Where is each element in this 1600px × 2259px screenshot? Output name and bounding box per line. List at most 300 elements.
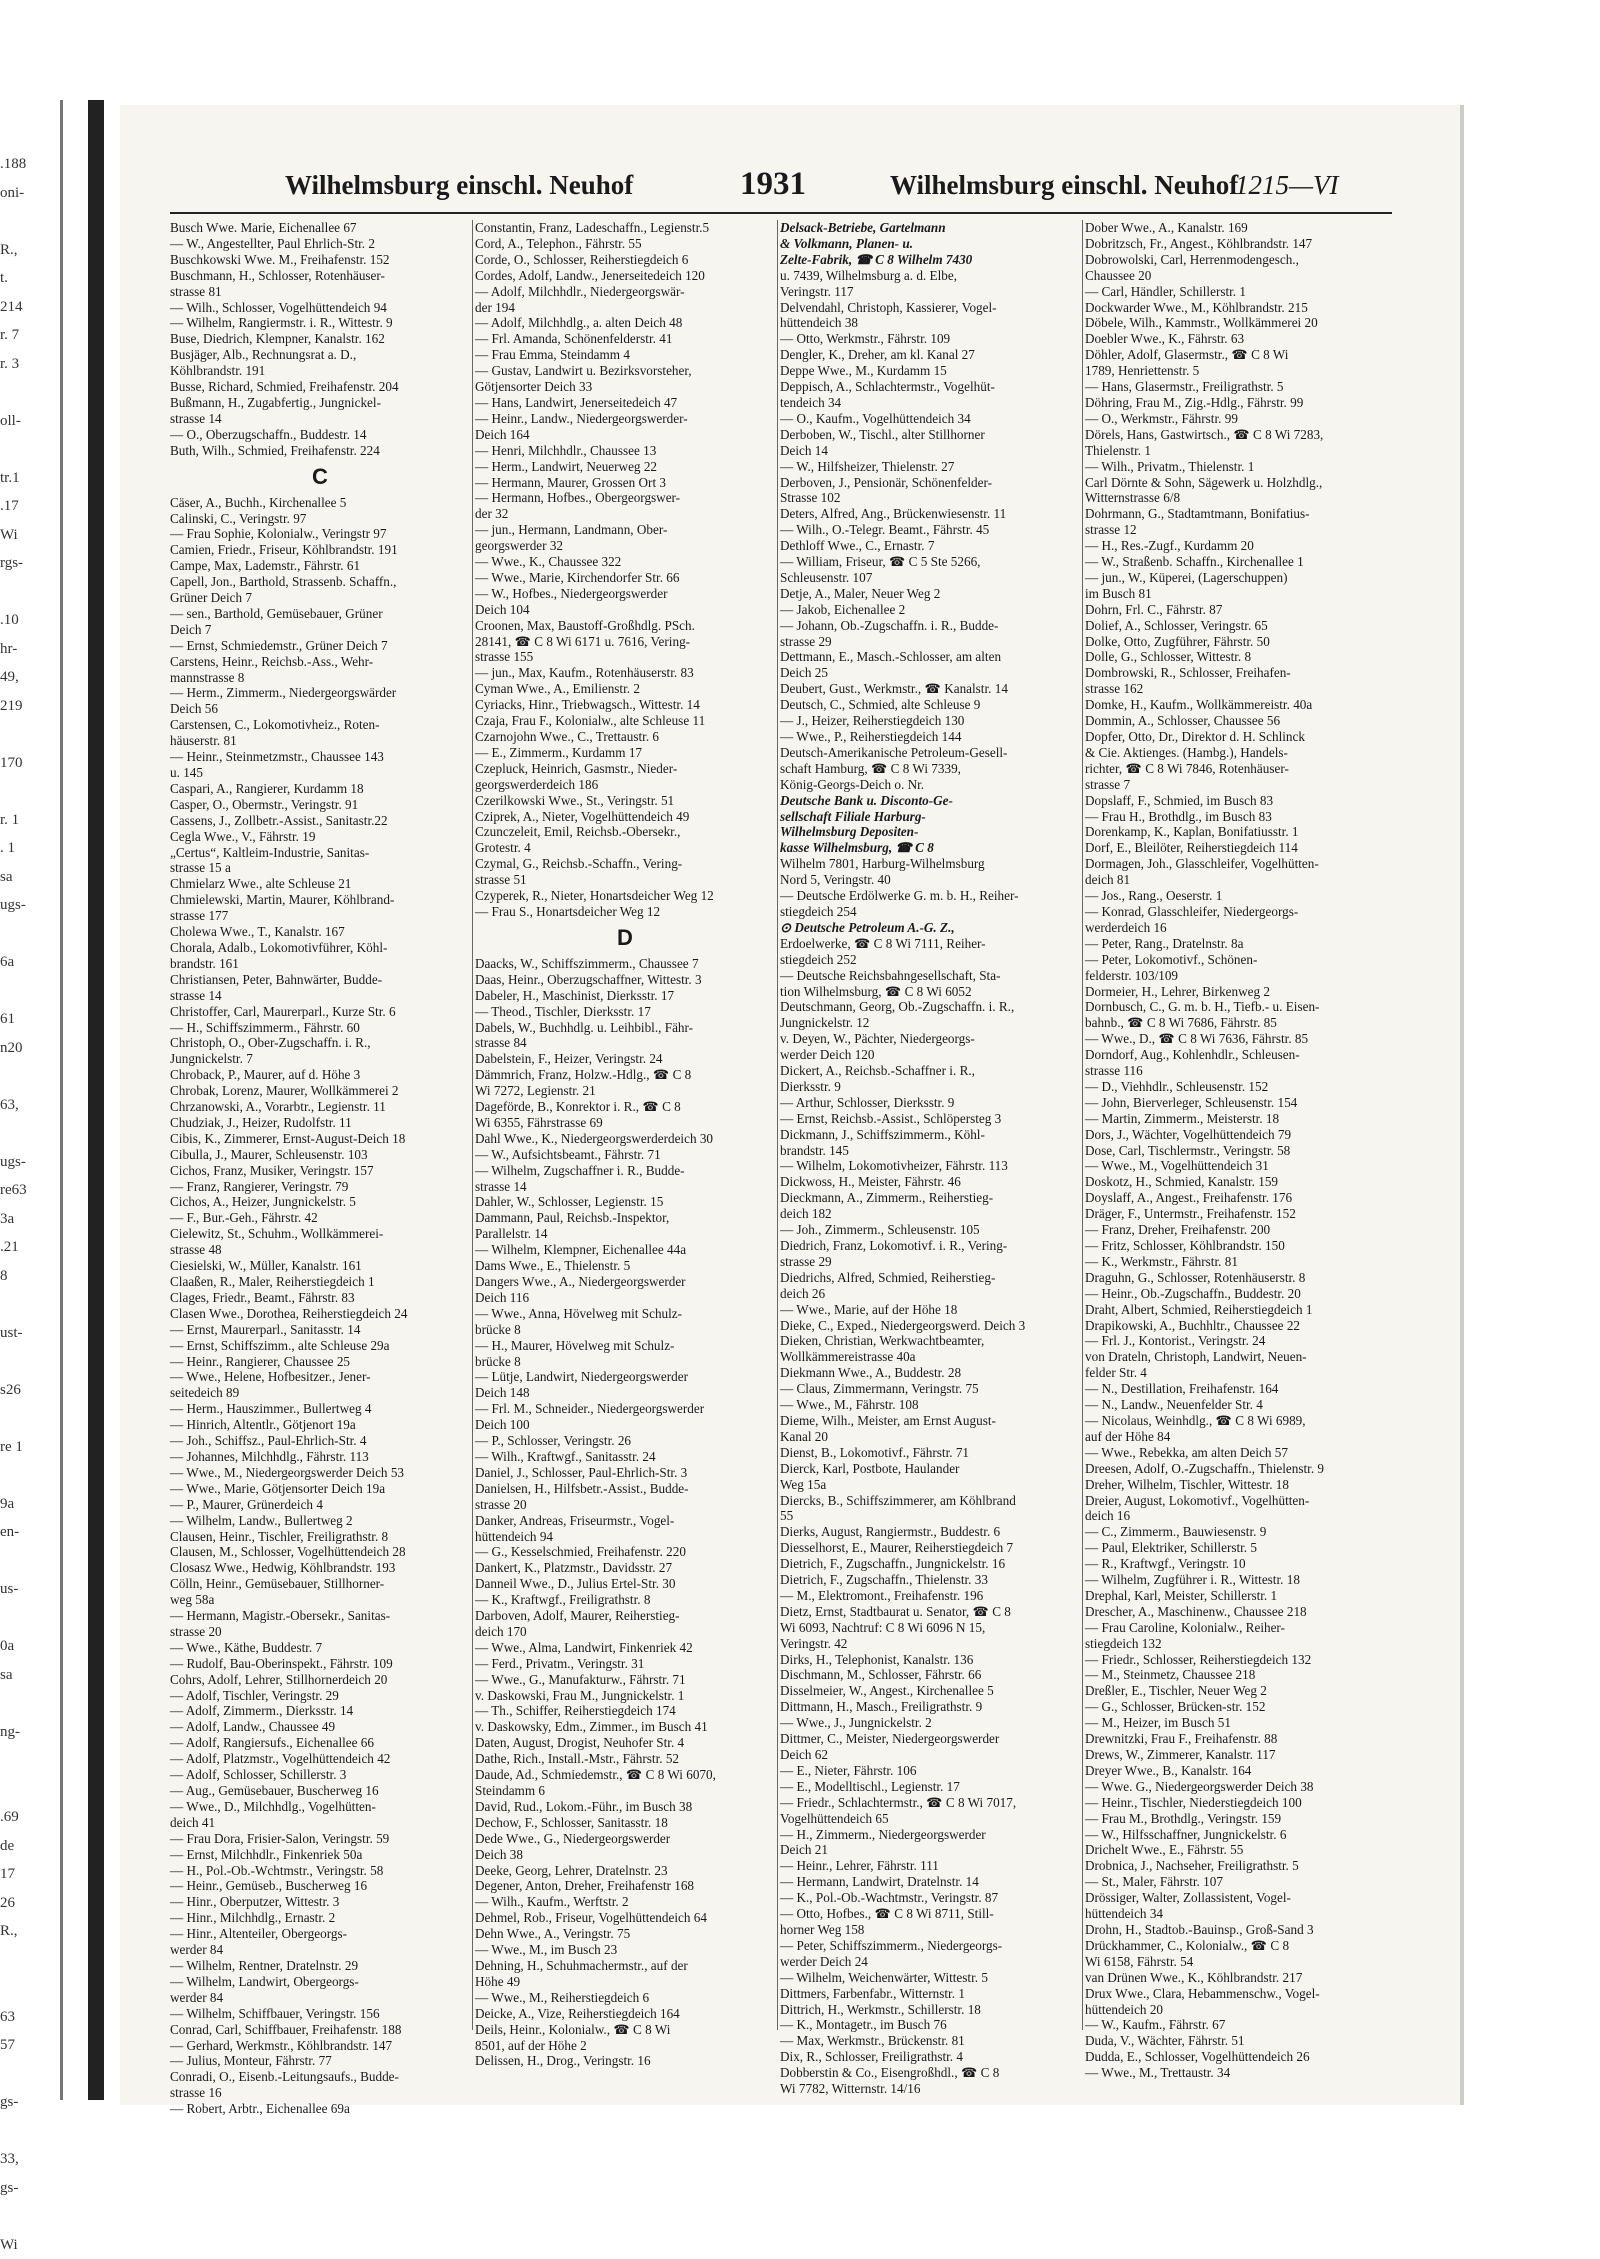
prev-page-fragment: de	[0, 1832, 60, 1861]
directory-entry: Disselmeier, W., Angest., Kirchenallee 5	[780, 1683, 1080, 1699]
directory-entry: Casper, O., Obermstr., Veringstr. 91	[170, 797, 470, 813]
directory-entry: Dockwarder Wwe., M., Köhlbrandstr. 215	[1085, 300, 1385, 316]
directory-entry: Daten, August, Drogist, Neuhofer Str. 4	[475, 1735, 775, 1751]
directory-entry: Dreesen, Adolf, O.-Zugschaffn., Thielenstr. 9	[1085, 1461, 1385, 1477]
prev-page-fragment: 63,	[0, 1091, 60, 1120]
directory-entry: Steindamm 6	[475, 1783, 775, 1799]
directory-entry: — Heinr., Gemüseb., Buscherweg 16	[170, 1878, 470, 1894]
directory-entry: Cichos, Franz, Musiker, Veringstr. 157	[170, 1163, 470, 1179]
directory-entry: — F., Bur.-Geh., Fährstr. 42	[170, 1210, 470, 1226]
directory-entry: — W., Hofbes., Niedergeorgswerder	[475, 586, 775, 602]
directory-entry: Czepluck, Heinrich, Gasmstr., Nieder-	[475, 761, 775, 777]
prev-page-fragment	[0, 207, 60, 236]
directory-entry: Deich 116	[475, 1290, 775, 1306]
directory-entry: Dieckmann, A., Zimmerm., Reiherstieg-	[780, 1190, 1080, 1206]
directory-entry: Dors, J., Wächter, Vogelhüttendeich 79	[1085, 1127, 1385, 1143]
directory-entry: Dischmann, M., Schlosser, Fährstr. 66	[780, 1667, 1080, 1683]
directory-entry: stiegdeich 132	[1085, 1636, 1385, 1652]
prev-page-fragment: re 1	[0, 1433, 60, 1462]
directory-entry: — O., Kaufm., Vogelhüttendeich 34	[780, 411, 1080, 427]
directory-entry: Dickert, A., Reichsb.-Schaffner i. R.,	[780, 1063, 1080, 1079]
prev-page-fragment: 219	[0, 692, 60, 721]
directory-entry: strasse 14	[170, 988, 470, 1004]
prev-page-fragment: .69	[0, 1803, 60, 1832]
directory-entry: Chmielewski, Martin, Maurer, Köhlbrand-	[170, 892, 470, 908]
prev-page-fragment	[0, 1119, 60, 1148]
directory-entry: tion Wilhelmsburg, ☎ C 8 Wi 6052	[780, 984, 1080, 1000]
prev-page-fragment: 61	[0, 1005, 60, 1034]
directory-entry: David, Rud., Lokom.-Führ., im Busch 38	[475, 1799, 775, 1815]
prev-page-fragment: us-	[0, 1575, 60, 1604]
directory-entry: Constantin, Franz, Ladeschaffn., Legienstr.5	[475, 220, 775, 236]
directory-entry: schaft Hamburg, ☎ C 8 Wi 7339,	[780, 761, 1080, 777]
directory-entry: — Claus, Zimmermann, Veringstr. 75	[780, 1381, 1080, 1397]
directory-entry: Drobnica, J., Nachseher, Freiligrathstr. 5	[1085, 1858, 1385, 1874]
prev-page-fragment	[0, 378, 60, 407]
directory-entry: — Peter, Schiffszimmerm., Niedergeorgs-	[780, 1938, 1080, 1954]
directory-entry: Danneil Wwe., D., Julius Ertel-Str. 30	[475, 1576, 775, 1592]
directory-entry: — Gerhard, Werkmstr., Köhlbrandstr. 147	[170, 2038, 470, 2054]
directory-entry: Carl Dörnte & Sohn, Sägewerk u. Holzhdlg.,	[1085, 475, 1385, 491]
directory-entry: — P., Schlosser, Veringstr. 26	[475, 1433, 775, 1449]
column-divider	[472, 220, 473, 2030]
column-divider	[1082, 220, 1083, 2030]
directory-entry: Czaja, Frau F., Kolonialw., alte Schleuse 11	[475, 713, 775, 729]
directory-entry: Deich 164	[475, 427, 775, 443]
directory-entry: Cölln, Heinr., Gemüsebauer, Stillhorner-	[170, 1576, 470, 1592]
directory-entry: Dieken, Christian, Werkwachtbeamter,	[780, 1333, 1080, 1349]
directory-entry: Clausen, M., Schlosser, Vogelhüttendeich 28	[170, 1544, 470, 1560]
directory-entry: Dickmann, J., Schiffszimmerm., Köhl-	[780, 1127, 1080, 1143]
directory-entry: — William, Friseur, ☎ C 5 Ste 5266,	[780, 554, 1080, 570]
directory-entry: — W., Hilfsheizer, Thielenstr. 27	[780, 459, 1080, 475]
prev-page-fragment	[0, 578, 60, 607]
directory-entry: Dieke, C., Exped., Niedergeorgswerd. Deich 3	[780, 1318, 1080, 1334]
prev-page-fragment	[0, 1974, 60, 2003]
directory-entry: — jun., Hermann, Landmann, Ober-	[475, 522, 775, 538]
directory-entry: — Wwe., M., Fährstr. 108	[780, 1397, 1080, 1413]
directory-entry: „Certus“, Kaltleim-Industrie, Sanitas-	[170, 845, 470, 861]
directory-entry: Dix, R., Schlosser, Freiligrathstr. 4	[780, 2049, 1080, 2065]
directory-entry: werder Deich 24	[780, 1954, 1080, 1970]
directory-entry: der 32	[475, 506, 775, 522]
directory-entry: Dittrich, H., Werkmstr., Schillerstr. 18	[780, 2002, 1080, 2018]
prev-page-fragment: .21	[0, 1233, 60, 1262]
directory-entry: Döhring, Frau M., Zig.-Hdlg., Fährstr. 99	[1085, 395, 1385, 411]
directory-entry: Degener, Anton, Dreher, Freihafenstr 168	[475, 1878, 775, 1894]
header-left-title: Wilhelmsburg einschl. Neuhof	[285, 170, 633, 201]
directory-entry: Carstens, Heinr., Reichsb.-Ass., Wehr-	[170, 654, 470, 670]
prev-page-fragment	[0, 1290, 60, 1319]
previous-page-edge	[0, 150, 60, 2050]
directory-entry: Drapikowski, A., Buchhltr., Chaussee 22	[1085, 1318, 1385, 1334]
directory-entry: — Wwe., Rebekka, am alten Deich 57	[1085, 1445, 1385, 1461]
directory-entry: — Wwe., G., Manufakturw., Fährstr. 71	[475, 1672, 775, 1688]
directory-entry: Diedrichs, Alfred, Schmied, Reiherstieg-	[780, 1270, 1080, 1286]
directory-entry: — Heinr., Ob.-Zugschaffn., Buddestr. 20	[1085, 1286, 1385, 1302]
directory-entry: werder Deich 120	[780, 1047, 1080, 1063]
directory-entry: Bußmann, H., Zugabfertig., Jungnickel-	[170, 395, 470, 411]
directory-entry: Dammann, Paul, Reichsb.-Inspektor,	[475, 1210, 775, 1226]
directory-entry: — D., Viehhdlr., Schleusenstr. 152	[1085, 1079, 1385, 1095]
directory-entry: Wi 7272, Legienstr. 21	[475, 1083, 775, 1099]
directory-entry: Deich 56	[170, 701, 470, 717]
directory-entry: Cholewa Wwe., T., Kanalstr. 167	[170, 924, 470, 940]
directory-entry: — Wwe., Helene, Hofbesitzer., Jener-	[170, 1369, 470, 1385]
directory-entry: Wi 6158, Fährstr. 54	[1085, 1954, 1385, 1970]
header-year: 1931	[740, 166, 806, 203]
prev-page-fragment: 6a	[0, 948, 60, 977]
directory-entry: Christoffer, Carl, Maurerparl., Kurze Str. 6	[170, 1004, 470, 1020]
directory-entry: — Frau Dora, Frisier-Salon, Veringstr. 59	[170, 1831, 470, 1847]
directory-entry: — Wilh., O.-Telegr. Beamt., Fährstr. 45	[780, 522, 1080, 538]
directory-entry: Czyperek, R., Nieter, Honartsdeicher Weg 12	[475, 888, 775, 904]
directory-entry: hüttendeich 34	[1085, 1906, 1385, 1922]
prev-page-fragment: sa	[0, 863, 60, 892]
directory-entry: — Friedr., Schlachtermstr., ☎ C 8 Wi 7017,	[780, 1795, 1080, 1811]
directory-entry: 8501, auf der Höhe 2	[475, 2038, 775, 2054]
advertised-entry: & Volkmann, Planen- u.	[780, 236, 1080, 252]
directory-entry: — Deutsche Reichsbahngesellschaft, Sta-	[780, 968, 1080, 984]
directory-entry: richter, ☎ C 8 Wi 7846, Rotenhäuser-	[1085, 761, 1385, 777]
prev-page-fragment: Wi	[0, 2231, 60, 2259]
directory-entry: Dolief, A., Schlosser, Veringstr. 65	[1085, 618, 1385, 634]
directory-entry: Caspari, A., Rangierer, Kurdamm 18	[170, 781, 470, 797]
directory-entry: Wi 6093, Nachtruf: C 8 Wi 6096 N 15,	[780, 1620, 1080, 1636]
directory-entry: Dickwoss, H., Meister, Fährstr. 46	[780, 1174, 1080, 1190]
directory-entry: Veringstr. 117	[780, 284, 1080, 300]
prev-page-fragment: 33,	[0, 2145, 60, 2174]
directory-entry: Dierksstr. 9	[780, 1079, 1080, 1095]
directory-entry: — Frau M., Brothdlg., Veringstr. 159	[1085, 1811, 1385, 1827]
directory-entry: Cäser, A., Buchh., Kirchenallee 5	[170, 495, 470, 511]
column-divider	[777, 220, 778, 2030]
directory-entry: Erdoelwerke, ☎ C 8 Wi 7111, Reiher-	[780, 936, 1080, 952]
directory-entry: strasse 16	[170, 2085, 470, 2101]
directory-entry: Delissen, H., Drog., Veringstr. 16	[475, 2053, 775, 2069]
directory-entry: Deich 100	[475, 1417, 775, 1433]
directory-entry: — Hermann, Landwirt, Dratelnstr. 14	[780, 1874, 1080, 1890]
directory-entry: Chorala, Adalb., Lokomotivführer, Köhl-	[170, 940, 470, 956]
directory-entry: hüttendeich 38	[780, 315, 1080, 331]
directory-entry: Czerilkowski Wwe., St., Veringstr. 51	[475, 793, 775, 809]
directory-entry: Detje, A., Maler, Neuer Weg 2	[780, 586, 1080, 602]
directory-entry: Cassens, J., Zollbetr.-Assist., Sanitastr.22	[170, 813, 470, 829]
directory-entry: Dormagen, Joh., Glasschleifer, Vogelhütten-	[1085, 856, 1385, 872]
prev-page-fragment	[0, 2117, 60, 2146]
directory-entry: Cegla Wwe., V., Fährstr. 19	[170, 829, 470, 845]
directory-entry: — Wwe., P., Reiherstiegdeich 144	[780, 729, 1080, 745]
prev-page-fragment: 170	[0, 749, 60, 778]
prev-page-fragment: r. 7	[0, 321, 60, 350]
directory-entry: — Arthur, Schlosser, Dierksstr. 9	[780, 1095, 1080, 1111]
directory-entry: König-Georgs-Deich o. Nr.	[780, 777, 1080, 793]
directory-entry: strasse 29	[780, 1254, 1080, 1270]
directory-entry: Chaussee 20	[1085, 268, 1385, 284]
prev-page-fragment: oll-	[0, 407, 60, 436]
directory-entry: Dopslaff, F., Schmied, im Busch 83	[1085, 793, 1385, 809]
directory-entry: Christiansen, Peter, Bahnwärter, Budde-	[170, 972, 470, 988]
directory-entry: — Wwe., M., Reiherstiegdeich 6	[475, 1990, 775, 2006]
directory-entry: — Adolf, Milchhdlg., a. alten Deich 48	[475, 315, 775, 331]
directory-entry: Chrzanowski, A., Vorarbtr., Legienstr. 11	[170, 1099, 470, 1115]
directory-entry: Drichelt Wwe., E., Fährstr. 55	[1085, 1842, 1385, 1858]
directory-entry: felderstr. 103/109	[1085, 968, 1385, 984]
directory-entry: — M., Elektromont., Freihafenstr. 196	[780, 1588, 1080, 1604]
directory-entry: von Drateln, Christoph, Landwirt, Neuen-	[1085, 1349, 1385, 1365]
directory-entry: Busse, Richard, Schmied, Freihafenstr. 204	[170, 379, 470, 395]
directory-entry: 28141, ☎ C 8 Wi 6171 u. 7616, Vering-	[475, 634, 775, 650]
directory-entry: — Martin, Zimmerm., Meisterstr. 18	[1085, 1111, 1385, 1127]
directory-entry: — M., Heizer, im Busch 51	[1085, 1715, 1385, 1731]
directory-entry: Doyslaff, A., Angest., Freihafenstr. 176	[1085, 1190, 1385, 1206]
directory-entry: — Wilhelm, Schiffbauer, Veringstr. 156	[170, 2006, 470, 2022]
directory-entry: Drewnitzki, Frau F., Freihafenstr. 88	[1085, 1731, 1385, 1747]
column-3	[780, 220, 1080, 2050]
directory-entry: — Adolf, Rangiersufs., Eichenallee 66	[170, 1735, 470, 1751]
directory-entry: brandstr. 161	[170, 956, 470, 972]
page-header	[170, 170, 1390, 210]
directory-entry: — H., Res.-Zugf., Kurdamm 20	[1085, 538, 1385, 554]
directory-entry: Döhler, Adolf, Glasermstr., ☎ C 8 Wi	[1085, 347, 1385, 363]
directory-entry: — St., Maler, Fährstr. 107	[1085, 1874, 1385, 1890]
directory-entry: Dankert, K., Platzmstr., Davidsstr. 27	[475, 1560, 775, 1576]
directory-entry: — K., Werkmstr., Fährstr. 81	[1085, 1254, 1385, 1270]
directory-entry: — Adolf, Milchhdlr., Niedergeorgswär-	[475, 284, 775, 300]
directory-entry: strasse 51	[475, 872, 775, 888]
directory-entry: — Frau Caroline, Kolonialw., Reiher-	[1085, 1620, 1385, 1636]
directory-entry: — Wilhelm, Rangiermstr. i. R., Wittestr. 9	[170, 315, 470, 331]
directory-entry: Busjäger, Alb., Rechnungsrat a. D.,	[170, 347, 470, 363]
directory-entry: Thielenstr. 1	[1085, 443, 1385, 459]
directory-entry: v. Daskowsky, Edm., Zimmer., im Busch 41	[475, 1719, 775, 1735]
directory-entry: Deich 38	[475, 1847, 775, 1863]
directory-entry: Dobrowolski, Carl, Herrenmodengesch.,	[1085, 252, 1385, 268]
directory-entry: Camien, Friedr., Friseur, Köhlbrandstr. 191	[170, 542, 470, 558]
directory-entry: Dreyer Wwe., B., Kanalstr. 164	[1085, 1763, 1385, 1779]
directory-entry: Drohn, H., Stadtob.-Bauinsp., Groß-Sand 3	[1085, 1922, 1385, 1938]
directory-entry: Dohrmann, G., Stadtamtmann, Bonifatius-	[1085, 506, 1385, 522]
prev-page-fragment: rgs-	[0, 549, 60, 578]
directory-entry: Döbele, Wilh., Kammstr., Wollkämmerei 20	[1085, 315, 1385, 331]
directory-entry: Dieme, Wilh., Meister, am Ernst August-	[780, 1413, 1080, 1429]
directory-entry: Draht, Albert, Schmied, Reiherstiegdeich 1	[1085, 1302, 1385, 1318]
prev-page-fragment: re63	[0, 1176, 60, 1205]
directory-entry: Jungnickelstr. 12	[780, 1015, 1080, 1031]
directory-entry: — Wwe., Marie, auf der Höhe 18	[780, 1302, 1080, 1318]
directory-entry: — Theod., Tischler, Dierksstr. 17	[475, 1004, 775, 1020]
directory-entry: — R., Kraftwgf., Veringstr. 10	[1085, 1556, 1385, 1572]
directory-entry: strasse 12	[1085, 522, 1385, 538]
prev-page-fragment: .17	[0, 492, 60, 521]
directory-entry: — Wwe., Käthe, Buddestr. 7	[170, 1640, 470, 1656]
directory-entry: — Frl. M., Schneider., Niedergeorgswerder	[475, 1401, 775, 1417]
directory-entry: — Wwe., Anna, Hövelweg mit Schulz-	[475, 1306, 775, 1322]
directory-entry: Chudziak, J., Heizer, Rudolfstr. 11	[170, 1115, 470, 1131]
directory-entry: — Frl. Amanda, Schönenfelderstr. 41	[475, 331, 775, 347]
directory-entry: Deich 7	[170, 622, 470, 638]
prev-page-fragment: 0a	[0, 1632, 60, 1661]
directory-entry: — Deutsche Erdölwerke G. m. b. H., Reiher-	[780, 888, 1080, 904]
prev-page-fragment	[0, 720, 60, 749]
directory-entry: Buth, Wilh., Schmied, Freihafenstr. 224	[170, 443, 470, 459]
directory-entry: Deters, Alfred, Ang., Brückenwiesenstr. 11	[780, 506, 1080, 522]
binding-gutter	[88, 100, 104, 2100]
directory-entry: — J., Heizer, Reiherstiegdeich 130	[780, 713, 1080, 729]
directory-entry: Deich 104	[475, 602, 775, 618]
directory-entry: Dabeler, H., Maschinist, Dierksstr. 17	[475, 988, 775, 1004]
directory-entry: Dorf, E., Bleilöter, Reiherstiegdeich 114	[1085, 840, 1385, 856]
directory-entry: — Henri, Milchhdlr., Chaussee 13	[475, 443, 775, 459]
directory-entry: & Cie. Aktienges. (Hambg.), Handels-	[1085, 745, 1385, 761]
directory-entry: — G., Schlosser, Brücken-str. 152	[1085, 1699, 1385, 1715]
directory-entry: — E., Zimmerm., Kurdamm 17	[475, 745, 775, 761]
directory-entry: — Julius, Monteur, Fährstr. 77	[170, 2053, 470, 2069]
directory-entry: Deils, Heinr., Kolonialw., ☎ C 8 Wi	[475, 2022, 775, 2038]
directory-entry: Dreier, August, Lokomotivf., Vogelhütten-	[1085, 1493, 1385, 1509]
directory-entry: Doebler Wwe., K., Fährstr. 63	[1085, 331, 1385, 347]
directory-entry: — W., Kaufm., Fährstr. 67	[1085, 2017, 1385, 2033]
directory-entry: brücke 8	[475, 1322, 775, 1338]
directory-entry: Dathe, Rich., Install.-Mstr., Fährstr. 52	[475, 1751, 775, 1767]
directory-entry: deich 26	[780, 1286, 1080, 1302]
directory-entry: — Frau Emma, Steindamm 4	[475, 347, 775, 363]
directory-entry: — H., Maurer, Hövelweg mit Schulz-	[475, 1338, 775, 1354]
directory-entry: weg 58a	[170, 1592, 470, 1608]
directory-entry: — Jos., Rang., Oeserstr. 1	[1085, 888, 1385, 904]
directory-entry: Busch Wwe. Marie, Eichenallee 67	[170, 220, 470, 236]
directory-entry: Diekmann Wwe., A., Buddestr. 28	[780, 1365, 1080, 1381]
directory-entry: strasse 81	[170, 284, 470, 300]
directory-entry: Cohrs, Adolf, Lehrer, Stillhornerdeich 20	[170, 1672, 470, 1688]
directory-entry: werder 84	[170, 1942, 470, 1958]
directory-entry: Dobritzsch, Fr., Angest., Köhlbrandstr. 147	[1085, 236, 1385, 252]
directory-entry: — E., Modelltischl., Legienstr. 17	[780, 1779, 1080, 1795]
directory-entry: Drux Wwe., Clara, Hebammenschw., Vogel-	[1085, 1986, 1385, 2002]
directory-entry: — Otto, Hofbes., ☎ C 8 Wi 8711, Still-	[780, 1906, 1080, 1922]
directory-entry: deich 41	[170, 1815, 470, 1831]
directory-entry: Wilhelm 7801, Harburg-Wilhelmsburg	[780, 856, 1080, 872]
directory-entry: Drephal, Karl, Meister, Schillerstr. 1	[1085, 1588, 1385, 1604]
prev-page-fragment: 3a	[0, 1205, 60, 1234]
directory-entry: Cziprek, A., Nieter, Vogelhüttendeich 49	[475, 809, 775, 825]
prev-page-fragment: t.	[0, 264, 60, 293]
directory-entry: — W., Aufsichtsbeamt., Fährstr. 71	[475, 1147, 775, 1163]
directory-entry: Dettmann, E., Masch.-Schlosser, am alten	[780, 649, 1080, 665]
prev-page-fragment: .10	[0, 606, 60, 635]
directory-entry: Deubert, Gust., Werkmstr., ☎ Kanalstr. 14	[780, 681, 1080, 697]
directory-entry: — N., Landw., Neuenfelder Str. 4	[1085, 1397, 1385, 1413]
directory-entry: Derboven, J., Pensionär, Schönenfelder-	[780, 475, 1080, 491]
prev-page-fragment: R.,	[0, 1917, 60, 1946]
prev-page-fragment: R.,	[0, 236, 60, 265]
directory-entry: Grotestr. 4	[475, 840, 775, 856]
directory-entry: Deich 148	[475, 1385, 775, 1401]
directory-entry: — W., Angestellter, Paul Ehrlich-Str. 2	[170, 236, 470, 252]
directory-entry: Cielewitz, St., Schuhm., Wollkämmerei-	[170, 1226, 470, 1242]
directory-entry: — Wilhelm, Lokomotivheizer, Fährstr. 113	[780, 1158, 1080, 1174]
directory-entry: Wi 6355, Fährstrasse 69	[475, 1115, 775, 1131]
directory-entry: Wi 7782, Witternstr. 14/16	[780, 2081, 1080, 2097]
directory-entry: Dierks, August, Rangiermstr., Buddestr. 6	[780, 1524, 1080, 1540]
directory-entry: Jungnickelstr. 7	[170, 1051, 470, 1067]
prev-page-fragment	[0, 1404, 60, 1433]
directory-entry: Daude, Ad., Schmiedemstr., ☎ C 8 Wi 6070,	[475, 1767, 775, 1783]
directory-entry: — Hermann, Magistr.-Obersekr., Sanitas-	[170, 1608, 470, 1624]
directory-entry: Dorenkamp, K., Kaplan, Bonifatiusstr. 1	[1085, 824, 1385, 840]
directory-entry: Dirks, H., Telephonist, Kanalstr. 136	[780, 1652, 1080, 1668]
prev-page-fragment: ugs-	[0, 1148, 60, 1177]
directory-entry: Dienst, B., Lokomotivf., Fährstr. 71	[780, 1445, 1080, 1461]
directory-entry: — Wwe., D., Milchhdlg., Vogelhütten-	[170, 1799, 470, 1815]
directory-entry: Dietz, Ernst, Stadtbaurat u. Senator, ☎ C 8	[780, 1604, 1080, 1620]
directory-entry: Dethloff Wwe., C., Ernastr. 7	[780, 538, 1080, 554]
directory-entry: strasse 14	[170, 411, 470, 427]
directory-entry: Danielsen, H., Hilfsbetr.-Assist., Budde-	[475, 1481, 775, 1497]
directory-entry: — Johann, Ob.-Zugschaffn. i. R., Budde-	[780, 618, 1080, 634]
directory-entry: Veringstr. 42	[780, 1636, 1080, 1652]
header-rule	[170, 212, 1392, 214]
directory-entry: Dede Wwe., G., Niedergeorgswerder	[475, 1831, 775, 1847]
directory-entry: u. 7439, Wilhelmsburg a. d. Elbe,	[780, 268, 1080, 284]
directory-entry: — Friedr., Schlosser, Reiherstiegdeich 132	[1085, 1652, 1385, 1668]
directory-entry: Dräger, F., Untermstr., Freihafenstr. 152	[1085, 1206, 1385, 1222]
directory-entry: — Rudolf, Bau-Oberinspekt., Fährstr. 109	[170, 1656, 470, 1672]
directory-entry: Cibis, K., Zimmerer, Ernst-August-Deich 18	[170, 1131, 470, 1147]
directory-entry: u. 145	[170, 765, 470, 781]
directory-entry: — K., Montagetr., im Busch 76	[780, 2017, 1080, 2033]
directory-entry: Campe, Max, Lademstr., Fährstr. 61	[170, 558, 470, 574]
directory-entry: Deich 14	[780, 443, 1080, 459]
directory-entry: Doskotz, H., Schmied, Kanalstr. 159	[1085, 1174, 1385, 1190]
directory-entry: — N., Destillation, Freihafenstr. 164	[1085, 1381, 1385, 1397]
advertised-entry: sellschaft Filiale Harburg-	[780, 809, 1080, 825]
directory-entry: Dommin, A., Schlosser, Chaussee 56	[1085, 713, 1385, 729]
directory-entry: seitedeich 89	[170, 1385, 470, 1401]
directory-entry: Diercks, B., Schiffszimmerer, am Köhlbrand	[780, 1493, 1080, 1509]
directory-entry: Deeke, Georg, Lehrer, Dratelnstr. 23	[475, 1863, 775, 1879]
directory-entry: strasse 20	[475, 1497, 775, 1513]
directory-entry: Dombrowski, R., Schlosser, Freihafen-	[1085, 665, 1385, 681]
directory-entry: Dietrich, F., Zugschaffn., Thielenstr. 33	[780, 1572, 1080, 1588]
directory-entry: Dudda, E., Schlosser, Vogelhüttendeich 26	[1085, 2049, 1385, 2065]
directory-entry: — Wilhelm, Rentner, Dratelnstr. 29	[170, 1958, 470, 1974]
directory-entry: Dittmer, C., Meister, Niedergeorgswerder	[780, 1731, 1080, 1747]
prev-page-fragment	[0, 1461, 60, 1490]
directory-entry: — Fritz, Schlosser, Köhlbrandstr. 150	[1085, 1238, 1385, 1254]
directory-entry: — Otto, Werkmstr., Fährstr. 109	[780, 331, 1080, 347]
directory-entry: Höhe 49	[475, 1974, 775, 1990]
directory-entry: Cibulla, J., Maurer, Schleusenstr. 103	[170, 1147, 470, 1163]
prev-page-fragment: 8	[0, 1262, 60, 1291]
directory-entry: — Th., Schiffer, Reiherstiegdeich 174	[475, 1703, 775, 1719]
prev-page-fragment: 57	[0, 2031, 60, 2060]
prev-page-fragment	[0, 1062, 60, 1091]
prev-page-fragment: gs-	[0, 2088, 60, 2117]
directory-entry: Diedrich, Franz, Lokomotivf. i. R., Vering-	[780, 1238, 1080, 1254]
directory-entry: — Heinr., Tischler, Niederstiegdeich 100	[1085, 1795, 1385, 1811]
directory-entry: Claaßen, R., Maler, Reiherstiegdeich 1	[170, 1274, 470, 1290]
directory-entry: brandstr. 145	[780, 1143, 1080, 1159]
directory-entry: — Wwe., Alma, Landwirt, Finkenriek 42	[475, 1640, 775, 1656]
directory-entry: Daniel, J., Schlosser, Paul-Ehrlich-Str. 3	[475, 1465, 775, 1481]
directory-entry: van Drünen Wwe., K., Köhlbrandstr. 217	[1085, 1970, 1385, 1986]
prev-page-fragment	[0, 1946, 60, 1975]
directory-entry: Drückhammer, C., Kolonialw., ☎ C 8	[1085, 1938, 1385, 1954]
directory-entry: v. Deyen, W., Pächter, Niedergeorgs-	[780, 1031, 1080, 1047]
directory-entry: — Ernst, Maurerparl., Sanitasstr. 14	[170, 1322, 470, 1338]
prev-page-fragment: . 1	[0, 834, 60, 863]
